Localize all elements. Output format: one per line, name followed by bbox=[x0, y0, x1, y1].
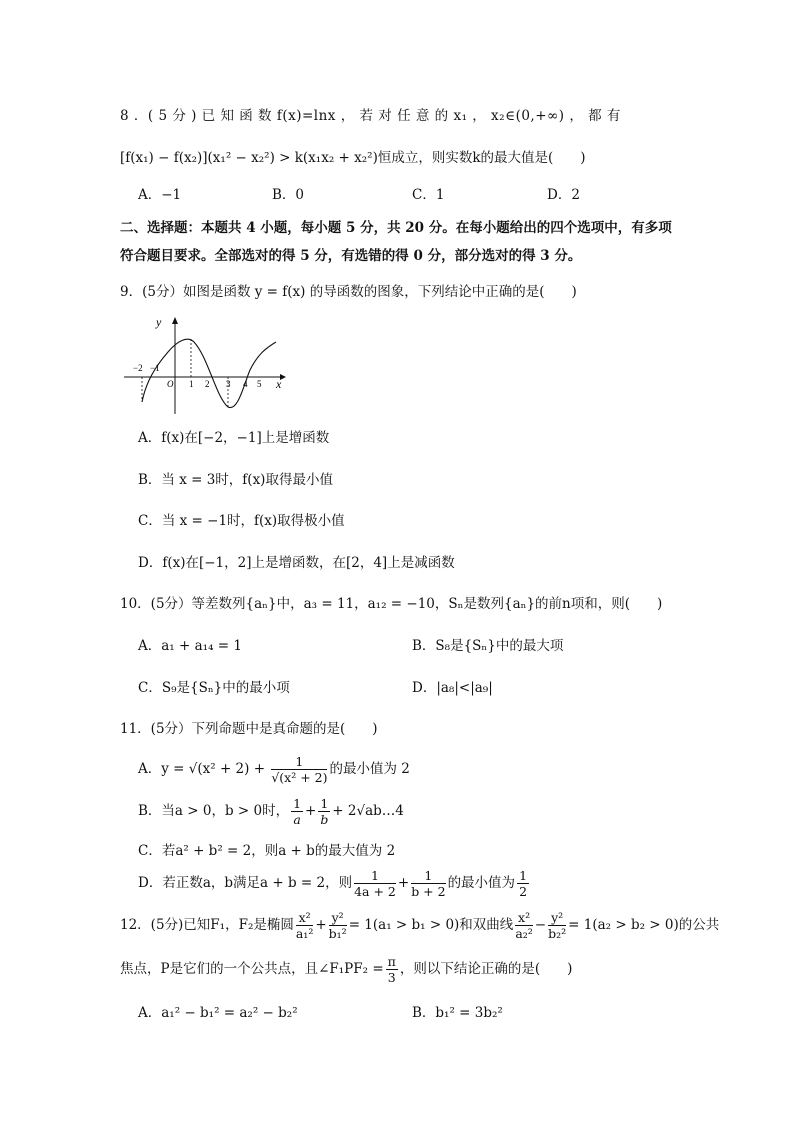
q11-a-prefix: A．y = √(x² + 2) + bbox=[138, 761, 270, 777]
q11-a-denominator: √(x² + 2) bbox=[271, 770, 328, 785]
q12-ellipse-fraction-1 bbox=[296, 910, 313, 941]
q12-hyperbola-fraction-2 bbox=[548, 910, 566, 941]
q8-option-a: A．−1 bbox=[138, 187, 182, 203]
tick-label-minus1: −1 bbox=[150, 363, 160, 373]
y-axis-arrow bbox=[172, 317, 178, 324]
q12-stem-line2 bbox=[120, 952, 572, 986]
q12-h-f2-num: y² bbox=[548, 910, 566, 926]
q11-d-fraction-1 bbox=[354, 868, 396, 899]
q12-e-f1-num: x² bbox=[296, 910, 313, 926]
q11-d-fraction-2 bbox=[411, 868, 445, 899]
tick-label-1: 1 bbox=[189, 379, 194, 389]
q12-e-plus: + bbox=[315, 917, 327, 933]
q12-line2-suffix: ，则以下结论正确的是( ) bbox=[399, 961, 573, 977]
q11-option-b bbox=[138, 794, 404, 828]
q10-option-a: A．a₁ + a₁₄ = 1 bbox=[138, 638, 242, 654]
q11-d-middle: 的最小值为 bbox=[447, 875, 516, 891]
q9-option-b: B．当 x = 3时，f(x)取得最小值 bbox=[138, 472, 333, 488]
q11-d-f3-num: 1 bbox=[519, 868, 528, 883]
q12-angle-fraction bbox=[386, 954, 398, 985]
tick-label-minus2: −2 bbox=[133, 363, 143, 373]
q11-option-a bbox=[138, 752, 410, 786]
q12-ellipse-fraction-2 bbox=[329, 910, 347, 941]
q11-a-fraction bbox=[271, 754, 327, 785]
q11-b-plus: + bbox=[305, 803, 317, 819]
q9-stem: 9．(5分）如图是函数 y = f(x) 的导函数的图象，下列结论中正确的是( ) bbox=[120, 284, 577, 300]
tick-label-3: 3 bbox=[226, 379, 231, 389]
q11-option-c: C．若a² + b² = 2，则a + b的最大值为 2 bbox=[138, 843, 396, 859]
q9-option-c: C．当 x = −1时，f(x)取得极小值 bbox=[138, 513, 345, 529]
q12-stem-line1 bbox=[120, 908, 719, 942]
q10-option-b: B．S₈是{Sₙ}中的最大项 bbox=[412, 638, 564, 654]
q8-option-d: D．2 bbox=[547, 187, 580, 203]
q12-hyperbola-fraction-1 bbox=[515, 910, 532, 941]
q12-angle-den: 3 bbox=[387, 970, 396, 985]
q12-h-minus: − bbox=[534, 917, 547, 933]
q11-b-f2-num: 1 bbox=[320, 796, 329, 811]
q11-d-f1-den: 4a + 2 bbox=[354, 884, 396, 899]
q10-option-d: D．|a₈|<|a₉| bbox=[412, 680, 493, 696]
q12-h-f2-den: b₂² bbox=[548, 926, 567, 941]
q11-stem: 11．(5分）下列命题中是真命题的是( ) bbox=[120, 721, 378, 737]
q11-b-f1-num: 1 bbox=[293, 796, 302, 811]
origin-label: O bbox=[167, 379, 174, 389]
q12-h-f1-den: a₂² bbox=[515, 926, 533, 941]
x-label: x bbox=[276, 377, 282, 391]
derivative-graph bbox=[120, 312, 290, 416]
q12-prefix: 12．(5分)已知F₁，F₂是椭圆 bbox=[120, 917, 294, 933]
q9-option-a: A．f(x)在[−2，−1]上是增函数 bbox=[138, 430, 330, 446]
q12-hyperbola-suffix: = 1(a₂ > b₂ > 0)的公共 bbox=[568, 917, 720, 933]
q10-stem: 10．(5分）等差数列{aₙ}中，a₃ = 11，a₁₂ = −10，Sₙ是数列{aₙ}的前n项和，则( ) bbox=[120, 596, 663, 612]
q12-h-f1-num: x² bbox=[515, 910, 532, 926]
tick-label-5: 5 bbox=[257, 379, 262, 389]
q8-stem-line2: [f(x₁) − f(x₂)](x₁² − x₂²) > k(x₁x₂ + x₂²)恒成立，则实数k的最大值是( ) bbox=[120, 150, 586, 166]
q11-b-fraction-2 bbox=[318, 796, 330, 827]
q8-option-c: C．1 bbox=[412, 187, 445, 203]
q11-d-f1-num: 1 bbox=[354, 868, 396, 884]
derivative-curve bbox=[142, 339, 276, 407]
q11-b-f1-den: a bbox=[293, 812, 301, 827]
q12-line2-prefix: 焦点，P是它们的一个公共点，且∠F₁PF₂ = bbox=[120, 961, 384, 977]
y-label: y bbox=[156, 315, 162, 329]
q11-d-f2-den: b + 2 bbox=[411, 884, 446, 899]
q11-b-prefix: B．当a > 0，b > 0时， bbox=[138, 803, 290, 819]
q11-d-f2-num: 1 bbox=[411, 868, 445, 884]
q12-e-f2-num: y² bbox=[329, 910, 347, 926]
q11-d-f3-den: 2 bbox=[519, 884, 528, 899]
q11-a-numerator: 1 bbox=[271, 754, 327, 770]
q12-e-f2-den: b₁² bbox=[328, 926, 347, 941]
q10-option-c: C．S₉是{Sₙ}中的最小项 bbox=[138, 680, 290, 696]
q12-angle-num: π bbox=[387, 954, 396, 969]
section2-heading-line1: 二、选择题：本题共 4 小题，每小题 5 分，共 20 分。在每小题给出的四个选项中，有多项 bbox=[120, 220, 672, 236]
tick-label-2: 2 bbox=[205, 379, 210, 389]
q11-b-fraction-1 bbox=[291, 796, 303, 827]
q11-b-suffix: + 2√ab…4 bbox=[332, 803, 404, 819]
q11-d-plus: + bbox=[397, 875, 410, 891]
tick-label-4: 4 bbox=[243, 379, 248, 389]
q11-b-f2-den: b bbox=[320, 812, 329, 827]
q12-e-f1-den: a₁² bbox=[295, 926, 314, 941]
q11-d-prefix: D．若正数a，b满足a + b = 2，则 bbox=[138, 875, 353, 891]
q9-option-d: D．f(x)在[−1，2]上是增函数，在[2，4]上是减函数 bbox=[138, 555, 455, 571]
q8-option-b: B．0 bbox=[272, 187, 305, 203]
q12-option-a: A．a₁² − b₁² = a₂² − b₂² bbox=[138, 1005, 298, 1021]
q12-ellipse-suffix: = 1(a₁ > b₁ > 0)和双曲线 bbox=[348, 917, 514, 933]
section2-heading-line2: 符合题目要求。全部选对的得 5 分，有选错的得 0 分，部分选对的得 3 分。 bbox=[120, 248, 582, 264]
q8-stem-line1: 8 ．( 5 分 ) 已 知 函 数 f(x)=lnx ， 若 对 任 意 的 x₁ ， x₂∈(0,+∞) ， 都 有 bbox=[120, 108, 621, 124]
q11-a-suffix: 的最小值为 2 bbox=[329, 761, 410, 777]
q11-option-d bbox=[138, 866, 531, 900]
q11-d-fraction-3 bbox=[517, 868, 529, 899]
q12-option-b: B．b₁² = 3b₂² bbox=[412, 1005, 503, 1021]
